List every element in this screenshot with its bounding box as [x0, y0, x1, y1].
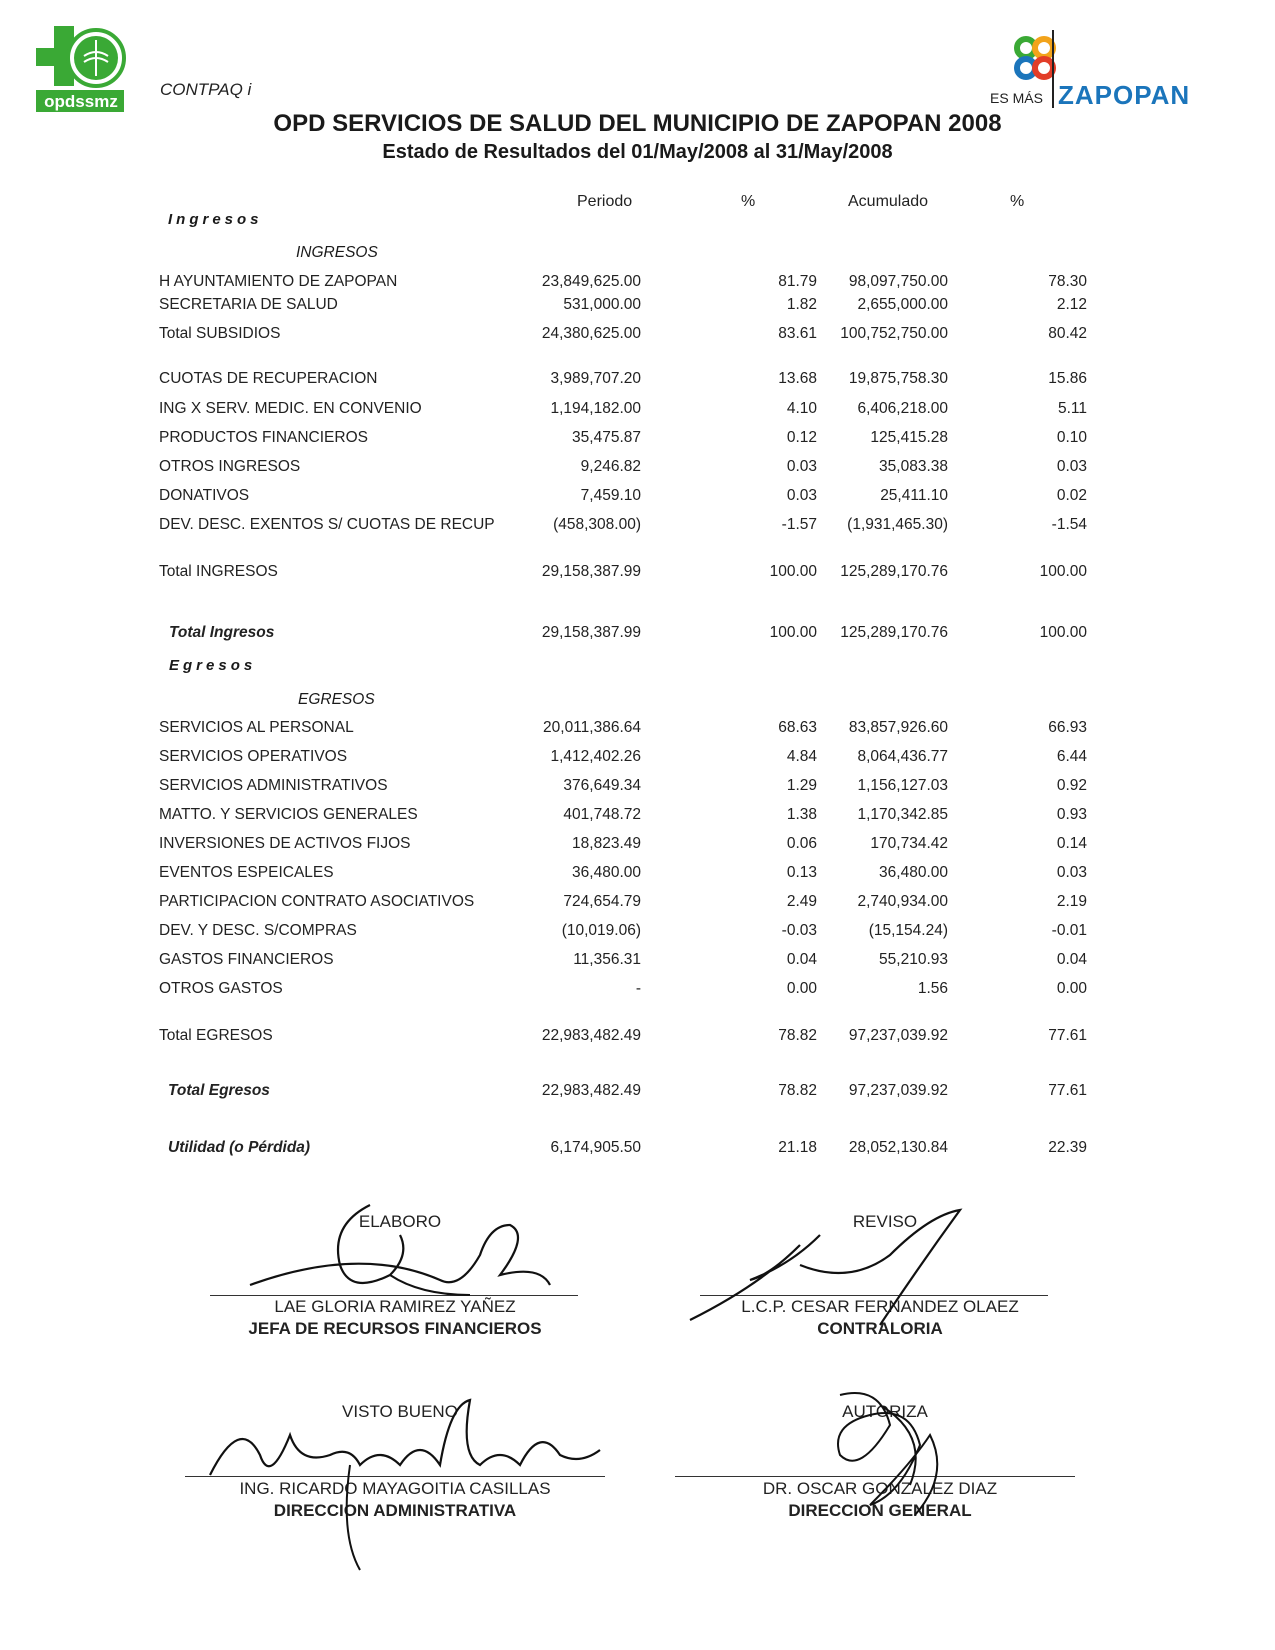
row-pct1: 0.03	[786, 487, 817, 504]
row-label: Total SUBSIDIOS	[159, 325, 281, 342]
row-pct1: 1.82	[786, 296, 817, 313]
row-periodo: 6,174,905.50	[550, 1139, 641, 1156]
row-periodo: 401,748.72	[563, 806, 641, 823]
row-acumulado: 1.56	[917, 980, 948, 997]
table-row	[0, 296, 1275, 318]
col-header-periodo: Periodo	[577, 193, 633, 210]
row-acumulado: 2,655,000.00	[857, 296, 948, 313]
row-pct1: 83.61	[778, 325, 817, 342]
row-label: H AYUNTAMIENTO DE ZAPOPAN	[159, 273, 398, 290]
zapopan-logo	[990, 28, 1240, 118]
row-pct2: 2.19	[1056, 893, 1087, 910]
row-pct2: 0.02	[1056, 487, 1087, 504]
row-periodo: (458,308.00)	[553, 516, 641, 533]
row-acumulado: (15,154.24)	[868, 922, 948, 939]
sig-name: ING. RICARDO MAYAGOITIA CASILLAS	[239, 1479, 551, 1498]
row-pct2: 0.92	[1056, 777, 1087, 794]
row-pct2: 77.61	[1048, 1082, 1087, 1099]
row-pct1: 78.82	[778, 1027, 817, 1044]
row-pct1: 21.18	[778, 1139, 817, 1156]
row-pct2: 0.00	[1056, 980, 1087, 997]
row-periodo: 9,246.82	[580, 458, 641, 475]
table-row	[0, 487, 1275, 509]
row-pct2: 0.04	[1056, 951, 1087, 968]
row-acumulado: (1,931,465.30)	[847, 516, 948, 533]
table-row	[0, 777, 1275, 799]
row-label: OTROS GASTOS	[159, 980, 283, 997]
table-row	[0, 893, 1275, 915]
table-row	[0, 370, 1275, 392]
section-ingresos: Ingresos	[168, 211, 263, 228]
row-acumulado: 19,875,758.30	[848, 370, 948, 387]
row-pct2: -0.01	[1051, 922, 1087, 939]
row-pct1: 100.00	[769, 563, 817, 580]
row-label: MATTO. Y SERVICIOS GENERALES	[159, 806, 418, 823]
table-row	[0, 980, 1275, 1002]
table-row	[0, 864, 1275, 886]
table-row	[0, 458, 1275, 480]
row-periodo: -	[635, 980, 641, 997]
sig-role: VISTO BUENO	[342, 1402, 458, 1421]
row-acumulado: 25,411.10	[880, 487, 948, 504]
sig-role: REVISO	[852, 1212, 918, 1231]
opdssmz-logo	[36, 26, 132, 116]
sig-dept: JEFA DE RECURSOS FINANCIEROS	[248, 1319, 542, 1338]
row-acumulado: 28,052,130.84	[848, 1139, 948, 1156]
row-label: PRODUCTOS FINANCIEROS	[159, 429, 368, 446]
table-row	[0, 719, 1275, 741]
row-acumulado: 125,415.28	[870, 429, 948, 446]
row-pct1: 0.03	[786, 458, 817, 475]
table-row	[0, 1027, 1275, 1049]
row-acumulado: 36,480.00	[879, 864, 948, 881]
row-label: SERVICIOS AL PERSONAL	[159, 719, 354, 736]
table-row	[0, 748, 1275, 770]
subsection-ingresos: INGRESOS	[296, 244, 378, 261]
row-periodo: 20,011,386.64	[543, 719, 641, 736]
row-acumulado: 2,740,934.00	[857, 893, 948, 910]
row-label: Total Egresos	[168, 1082, 270, 1099]
row-periodo: 22,983,482.49	[541, 1082, 641, 1099]
row-periodo: 724,654.79	[563, 893, 641, 910]
row-pct2: -1.54	[1051, 516, 1087, 533]
row-pct1: 0.00	[786, 980, 817, 997]
row-label: DEV. Y DESC. S/COMPRAS	[159, 922, 357, 939]
row-pct2: 0.03	[1056, 458, 1087, 475]
row-pct1: 0.12	[786, 429, 817, 446]
handwritten-signature-elaboro	[240, 1195, 570, 1310]
handwritten-signature-visto-bueno	[200, 1395, 640, 1575]
row-pct2: 66.93	[1048, 719, 1087, 736]
row-label: GASTOS FINANCIEROS	[159, 951, 334, 968]
table-row	[0, 325, 1275, 347]
sig-name: LAE GLORIA RAMIREZ YAÑEZ	[274, 1297, 516, 1316]
row-label: DONATIVOS	[159, 487, 250, 504]
row-pct2: 80.42	[1048, 325, 1087, 342]
table-row	[0, 563, 1275, 585]
row-periodo: 3,989,707.20	[550, 370, 641, 387]
row-label: SERVICIOS OPERATIVOS	[159, 748, 348, 765]
logo-right-tagline: ES MÁS	[990, 90, 1043, 106]
total-egresos-row	[0, 1082, 1275, 1104]
row-label: SECRETARIA DE SALUD	[159, 296, 338, 313]
row-pct1: 4.84	[786, 748, 817, 765]
row-pct2: 0.03	[1056, 864, 1087, 881]
row-pct1: -1.57	[781, 516, 817, 533]
total-ingresos-row	[0, 624, 1275, 646]
table-row	[0, 951, 1275, 973]
table-row	[0, 835, 1275, 857]
row-periodo: 35,475.87	[572, 429, 641, 446]
row-pct2: 77.61	[1048, 1027, 1087, 1044]
row-periodo: 23,849,625.00	[541, 273, 641, 290]
row-pct1: 78.82	[778, 1082, 817, 1099]
row-pct2: 100.00	[1039, 624, 1087, 641]
row-label: Total Ingresos	[169, 624, 275, 641]
row-label: INVERSIONES DE ACTIVOS FIJOS	[159, 835, 411, 852]
row-acumulado: 1,156,127.03	[857, 777, 948, 794]
sig-role: ELABORO	[358, 1212, 442, 1231]
row-acumulado: 6,406,218.00	[857, 400, 948, 417]
software-name: CONTPAQ i	[160, 80, 252, 99]
row-periodo: 29,158,387.99	[541, 563, 641, 580]
row-pct1: 68.63	[778, 719, 817, 736]
row-label: DEV. DESC. EXENTOS S/ CUOTAS DE RECUP	[159, 516, 495, 533]
row-pct2: 6.44	[1056, 748, 1087, 765]
report-subtitle: Estado de Resultados del 01/May/2008 al 31/May/2008	[382, 141, 893, 163]
logo-left-text: opdssmz	[44, 92, 118, 111]
section-egresos: Egresos	[169, 657, 257, 674]
table-row	[0, 922, 1275, 944]
row-label: PARTICIPACION CONTRATO ASOCIATIVOS	[159, 893, 475, 910]
sig-name: DR. OSCAR GONZALEZ DIAZ	[762, 1479, 998, 1498]
row-periodo: 1,194,182.00	[550, 400, 641, 417]
col-header-pct2: %	[1010, 193, 1025, 210]
row-label: SERVICIOS ADMINISTRATIVOS	[159, 777, 388, 794]
sig-dept: DIRECCION ADMINISTRATIVA	[273, 1501, 517, 1520]
row-label: EVENTOS ESPEICALES	[159, 864, 334, 881]
row-pct1: 100.00	[769, 624, 817, 641]
row-acumulado: 55,210.93	[879, 951, 948, 968]
row-acumulado: 100,752,750.00	[840, 325, 948, 342]
row-label: Utilidad (o Pérdida)	[168, 1139, 311, 1156]
utilidad-row	[0, 1139, 1275, 1161]
report-title: OPD SERVICIOS DE SALUD DEL MUNICIPIO DE ZAPOPAN 2008	[273, 110, 1002, 137]
row-periodo: 376,649.34	[563, 777, 641, 794]
table-row	[0, 516, 1275, 538]
row-label: OTROS INGRESOS	[159, 458, 301, 475]
col-header-acumulado: Acumulado	[848, 193, 929, 210]
row-periodo: 24,380,625.00	[541, 325, 641, 342]
row-pct2: 2.12	[1056, 296, 1087, 313]
row-acumulado: 125,289,170.76	[840, 563, 948, 580]
row-label: Total EGRESOS	[159, 1027, 273, 1044]
row-label: Total INGRESOS	[159, 563, 278, 580]
row-pct2: 0.14	[1056, 835, 1087, 852]
sig-role: AUTORIZA	[842, 1402, 928, 1421]
row-pct2: 15.86	[1048, 370, 1087, 387]
row-pct2: 0.10	[1056, 429, 1087, 446]
row-acumulado: 125,289,170.76	[840, 624, 948, 641]
row-periodo: 29,158,387.99	[541, 624, 641, 641]
row-label: ING X SERV. MEDIC. EN CONVENIO	[159, 400, 422, 417]
row-acumulado: 35,083.38	[879, 458, 948, 475]
row-acumulado: 97,237,039.92	[848, 1082, 948, 1099]
row-periodo: 7,459.10	[580, 487, 641, 504]
row-periodo: 531,000.00	[563, 296, 641, 313]
row-acumulado: 98,097,750.00	[848, 273, 948, 290]
row-periodo: (10,019.06)	[561, 922, 641, 939]
row-pct1: 1.29	[786, 777, 817, 794]
row-label: CUOTAS DE RECUPERACION	[159, 370, 378, 387]
sig-name: L.C.P. CESAR FERNANDEZ OLAEZ	[741, 1297, 1019, 1316]
row-pct2: 22.39	[1048, 1139, 1087, 1156]
logo-right-text: ZAPOPAN	[1058, 80, 1191, 110]
table-row	[0, 806, 1275, 828]
row-periodo: 18,823.49	[572, 835, 641, 852]
row-acumulado: 170,734.42	[870, 835, 948, 852]
row-periodo: 1,412,402.26	[550, 748, 641, 765]
row-pct1: 0.04	[786, 951, 817, 968]
table-row	[0, 429, 1275, 451]
table-row	[0, 273, 1275, 295]
row-acumulado: 8,064,436.77	[857, 748, 948, 765]
row-pct2: 78.30	[1048, 273, 1087, 290]
sig-dept: DIRECCION GENERAL	[788, 1501, 972, 1520]
col-header-pct1: %	[741, 193, 756, 210]
handwritten-signature-autoriza	[820, 1385, 970, 1525]
row-acumulado: 83,857,926.60	[848, 719, 948, 736]
row-pct1: 2.49	[786, 893, 817, 910]
sig-dept: CONTRALORIA	[817, 1319, 943, 1338]
row-acumulado: 1,170,342.85	[857, 806, 948, 823]
row-pct1: -0.03	[781, 922, 817, 939]
row-acumulado: 97,237,039.92	[848, 1027, 948, 1044]
row-pct1: 13.68	[778, 370, 817, 387]
row-periodo: 36,480.00	[572, 864, 641, 881]
subsection-egresos: EGRESOS	[298, 691, 375, 708]
row-pct2: 100.00	[1039, 563, 1087, 580]
row-periodo: 22,983,482.49	[541, 1027, 641, 1044]
handwritten-signature-reviso	[680, 1205, 980, 1335]
table-row	[0, 400, 1275, 422]
row-pct2: 0.93	[1056, 806, 1087, 823]
row-pct1: 81.79	[778, 273, 817, 290]
row-pct1: 1.38	[786, 806, 817, 823]
row-pct1: 0.13	[786, 864, 817, 881]
row-pct2: 5.11	[1057, 400, 1087, 417]
row-periodo: 11,356.31	[573, 951, 641, 968]
row-pct1: 4.10	[786, 400, 817, 417]
row-pct1: 0.06	[786, 835, 817, 852]
logo-divider	[1052, 30, 1054, 108]
